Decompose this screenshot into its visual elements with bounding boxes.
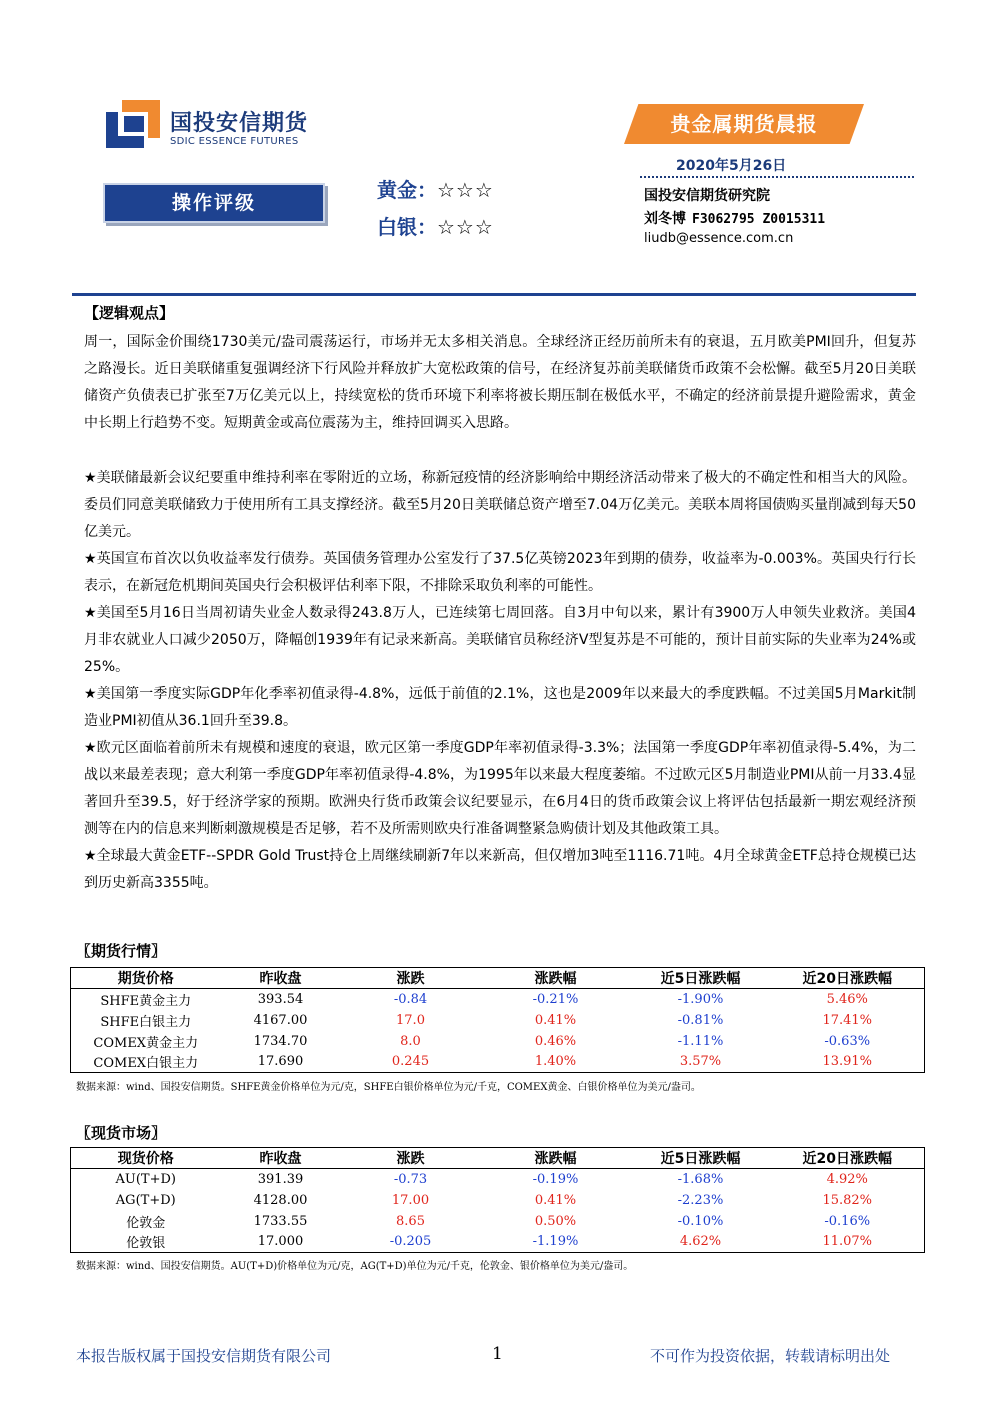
cell-5d: 3.57% [679, 1054, 722, 1070]
column-header: 昨收盘 [221, 968, 341, 989]
cell-change: -0.84 [393, 991, 428, 1007]
cell-20d: 13.91% [822, 1054, 873, 1070]
cell-change: 0.245 [391, 1054, 430, 1070]
cell-5d: -1.68% [677, 1171, 724, 1187]
cell-name: COMEX黄金主力 [93, 1035, 199, 1051]
cell-20d: 15.82% [822, 1192, 873, 1208]
date-divider [640, 176, 914, 178]
table-row [71, 1052, 925, 1073]
futures-source-note: 数据来源：wind、国投安信期货。SHFE黄金价格单位为元/克，SHFE白银价格单位为元/千克，COMEX黄金、白银价格单位为美元/盎司。 [76, 1082, 701, 1093]
news-bullet: ★美国第一季度实际GDP年化季率初值录得-4.8%，远低于前值的2.1%，这也是2009年以来最大的季度跌幅。不过美国5月Markit制造业PMI初值从36.1回升至39.8。 [84, 686, 916, 729]
cell-change: -0.73 [393, 1171, 428, 1187]
author-name: 刘冬博 [644, 211, 686, 227]
cell-change: 8.65 [396, 1213, 425, 1229]
cell-name: 伦敦金 [126, 1215, 166, 1231]
table-row [71, 1010, 925, 1031]
table-row [71, 1169, 925, 1190]
news-bullet: ★美国至5月16日当周初请失业金人数录得243.8万人，已连续第七周回落。自3月中旬以来，累计有3900万人申领失业救济。美国4月非农就业人口减少2050万，降幅创1939年有记录来新高。美联储官员称经济V型复苏是不可能的，预计目前实际的失业率为24%或25%。 [84, 605, 916, 675]
cell-5d: -1.90% [677, 991, 724, 1007]
news-bullet: ★全球最大黄金ETF--SPDR Gold Trust持仓上周继续刷新7年以来新高，但仅增加3吨至1116.71吨。4月全球黄金ETF总持仓规模已达到历史新高3355吨。 [84, 848, 916, 891]
news-bullet: ★英国宣布首次以负收益率发行债券。英国债务管理办公室发行了37.5亿英镑2023年到期的债券，收益率为-0.003%。英国央行行长表示，在新冠危机期间英国央行会积极评估利率下限，不排除采取负利率的可能性。 [84, 551, 916, 594]
rating-label-box: 操作评级 [103, 183, 325, 223]
cell-name: AG(T+D) [115, 1192, 176, 1208]
logo-mark-icon [104, 98, 162, 150]
cell-change: -0.205 [389, 1234, 432, 1250]
logic-summary: 周一，国际金价围绕1730美元/盎司震荡运行，市场并无太多相关消息。全球经济正经历前所未有的衰退，五月欧美PMI回升，但复苏之路漫长。近日美联储重复强调经济下行风险并释放扩大宽松政策的信号，在经济复苏前美联储货币政策不会松懈。截至5月20日美联储资产负债表已扩张至7万亿美元以上，持续宽松的货币环境下利率将被长期压制在极低水平，不确定的经济前景提升避险需求，黄金中长期上行趋势不变。短期黄金或高位震荡为主，维持回调买入思路。 [84, 334, 916, 431]
column-header: 期货价格 [71, 968, 221, 989]
silver-rating-stars: ☆☆☆ [437, 215, 494, 239]
cell-close: 393.54 [257, 991, 304, 1007]
cell-name: SHFE黄金主力 [100, 993, 192, 1009]
table-row [71, 1031, 925, 1052]
institute-name: 国投安信期货研究院 [644, 188, 770, 204]
silver-rating-label: 白银： [377, 215, 437, 239]
cell-close: 17.000 [257, 1234, 304, 1250]
table-row [71, 1190, 925, 1211]
spot-table [70, 1147, 925, 1253]
column-header: 近5日涨跌幅 [631, 1148, 771, 1169]
cell-5d: 4.62% [679, 1234, 722, 1250]
cell-close: 4167.00 [253, 1012, 308, 1028]
cell-5d: -1.11% [677, 1033, 724, 1049]
header-divider [72, 293, 916, 296]
news-bullets [84, 465, 916, 897]
column-header: 近5日涨跌幅 [631, 968, 771, 989]
cell-20d: -0.16% [824, 1213, 871, 1229]
cell-pct: -0.21% [532, 991, 579, 1007]
cell-name: SHFE白银主力 [100, 1014, 192, 1030]
cell-close: 17.690 [257, 1054, 304, 1070]
column-header: 昨收盘 [221, 1148, 341, 1169]
cell-pct: 1.40% [534, 1054, 577, 1070]
cell-close: 1734.70 [253, 1033, 308, 1049]
cell-pct: -1.19% [532, 1234, 579, 1250]
column-header: 涨跌 [341, 968, 481, 989]
logo-text-en: SDIC ESSENCE FUTURES [170, 136, 299, 147]
gold-rating [377, 174, 494, 203]
gold-rating-stars: ☆☆☆ [437, 178, 494, 202]
news-bullet: ★美联储最新会议纪要重申维持利率在零附近的立场，称新冠疫情的经济影响给中期经济活动带来了极大的不确定性和相当大的风险。委员们同意美联储致力于使用所有工具支撑经济。截至5月20日美联储总资产增至7.04万亿美元。美联本周将国债购买量削减到每天50亿美元。 [84, 470, 916, 540]
column-header: 近20日涨跌幅 [771, 968, 925, 989]
report-title-banner [624, 104, 864, 144]
cell-20d: 5.46% [826, 991, 868, 1007]
cell-20d: -0.63% [824, 1033, 871, 1049]
cell-pct: 0.50% [534, 1213, 577, 1229]
spot-heading: 〖现货市场〗 [76, 1124, 167, 1142]
page-number: 1 [492, 1344, 503, 1364]
cell-change: 8.0 [400, 1033, 421, 1049]
table-header-row [71, 1148, 925, 1169]
footer-disclaimer: 不可作为投资依据，转载请标明出处 [650, 1347, 891, 1365]
cell-name: 伦敦银 [126, 1236, 166, 1252]
author-codes: F3062795 Z0015311 [692, 212, 826, 227]
report-title: 贵金属期货晨报 [670, 112, 818, 136]
cell-change: 17.00 [391, 1192, 430, 1208]
table-header-row [71, 968, 925, 989]
futures-table [70, 967, 925, 1073]
cell-20d: 11.07% [822, 1234, 873, 1250]
column-header: 近20日涨跌幅 [771, 1148, 925, 1169]
column-header: 涨跌 [341, 1148, 481, 1169]
column-header: 涨跌幅 [481, 968, 631, 989]
futures-heading: 〖期货行情〗 [76, 942, 167, 960]
logic-heading: 【逻辑观点】 [84, 304, 175, 322]
logo-text-cn: 国投安信期货 [170, 111, 309, 136]
cell-5d: -0.81% [677, 1012, 724, 1028]
column-header: 现货价格 [71, 1148, 221, 1169]
column-header: 涨跌幅 [481, 1148, 631, 1169]
table-row [71, 1211, 925, 1232]
table-row [71, 989, 925, 1010]
company-logo [104, 96, 334, 156]
cell-name: AU(T+D) [115, 1171, 176, 1187]
cell-pct: -0.19% [532, 1171, 579, 1187]
footer-copyright: 本报告版权属于国投安信期货有限公司 [76, 1347, 332, 1365]
silver-rating [377, 211, 494, 240]
cell-close: 1733.55 [253, 1213, 308, 1229]
cell-pct: 0.46% [534, 1033, 577, 1049]
author-line [644, 208, 825, 228]
cell-pct: 0.41% [534, 1192, 577, 1208]
table-row [71, 1232, 925, 1253]
author-email: liudb@essence.com.cn [644, 231, 794, 246]
cell-5d: -0.10% [677, 1213, 724, 1229]
cell-name: COMEX白银主力 [93, 1056, 199, 1072]
news-bullet: ★欧元区面临着前所未有规模和速度的衰退，欧元区第一季度GDP年率初值录得-3.3%；法国第一季度GDP年率初值录得-5.4%，为二战以来最差表现；意大利第一季度GDP年率初值录得-4.8%，为1995年以来最大程度萎缩。不过欧元区5月制造业PMI从前一月33.4显著回升至39.5，好于经济学家的预期。欧洲央行货币政策会议纪要显示，在6月4日的货币政策会议上将评估包括最新一期宏观经济预测等在内的信息来判断刺激规模是否足够，若不及所需则欧央行准备调整紧急购债计划及其他政策工具。 [84, 740, 916, 837]
cell-20d: 4.92% [826, 1171, 868, 1187]
spot-source-note: 数据来源：wind、国投安信期货。AU(T+D)价格单位为元/克，AG(T+D)单位为元/千克，伦敦金、银价格单位为美元/盎司。 [76, 1261, 634, 1272]
cell-pct: 0.41% [534, 1012, 577, 1028]
report-date: 2020年5月26日 [676, 158, 787, 174]
cell-close: 391.39 [257, 1171, 304, 1187]
gold-rating-label: 黄金： [377, 178, 437, 202]
cell-20d: 17.41% [822, 1012, 873, 1028]
cell-5d: -2.23% [677, 1192, 724, 1208]
cell-close: 4128.00 [253, 1192, 308, 1208]
cell-change: 17.0 [396, 1012, 425, 1028]
